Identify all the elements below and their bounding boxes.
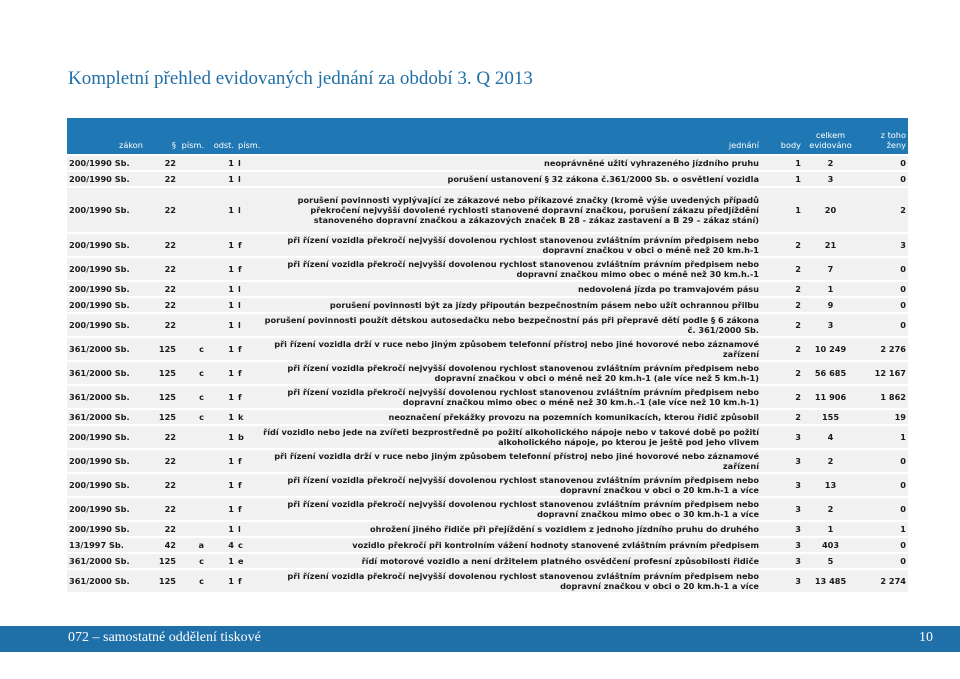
cell-zakon: 361/2000 Sb. bbox=[69, 576, 130, 586]
cell-paragraph: 22 bbox=[164, 284, 176, 294]
cell-zeny: 12 167 bbox=[874, 368, 906, 378]
cell-pism bbox=[178, 281, 206, 297]
table-row bbox=[67, 449, 908, 473]
header-celkem bbox=[803, 118, 858, 155]
cell-body: 3 bbox=[795, 556, 801, 566]
cell-paragraph: 125 bbox=[158, 556, 176, 566]
cell-pism bbox=[178, 233, 206, 257]
cell-celkem: 2 bbox=[827, 504, 834, 514]
cell-zakon: 361/2000 Sb. bbox=[69, 392, 130, 402]
cell-odst: 1 bbox=[228, 158, 234, 168]
table-row bbox=[67, 361, 908, 385]
cell-paragraph: 22 bbox=[164, 480, 176, 490]
cell-pism2: b bbox=[238, 432, 244, 442]
cell-paragraph: 22 bbox=[164, 524, 176, 534]
cell-zakon: 200/1990 Sb. bbox=[69, 480, 130, 490]
cell-body: 3 bbox=[795, 540, 801, 550]
cell-zeny: 0 bbox=[900, 174, 906, 184]
table-row bbox=[67, 521, 908, 537]
cell-zeny: 0 bbox=[900, 504, 906, 514]
cell-jednani: porušení povinnosti být za jízdy připoután bezpečnostním pásem nebo užít ochrannou přilbu bbox=[329, 300, 759, 310]
cell-jednani: porušení povinnosti použít dětskou autosedačku nebo bezpečnostní pás při přepravě dětí podle § 6 zákona č. 361/2000 Sb. bbox=[264, 315, 759, 335]
cell-odst: 1 bbox=[228, 456, 234, 466]
cell-jednani: při řízení vozidla překročí nejvyšší dovolenou rychlost stanovenou zvláštním právním předpisem nebo dopravní značkou v obci o méně než 20 km.h-1 (ale více než 5 km.h-1) bbox=[287, 363, 759, 383]
page-title: Kompletní přehled evidovaných jednání za období 3. Q 2013 bbox=[68, 68, 533, 89]
cell-zeny: 0 bbox=[900, 540, 906, 550]
cell-pism bbox=[178, 425, 206, 449]
cell-odst: 1 bbox=[228, 368, 234, 378]
table-row bbox=[67, 425, 908, 449]
cell-body: 3 bbox=[795, 524, 801, 534]
cell-celkem: 4 bbox=[827, 432, 834, 442]
cell-odst: 1 bbox=[228, 504, 234, 514]
cell-body: 3 bbox=[795, 504, 801, 514]
cell-zakon: 361/2000 Sb. bbox=[69, 344, 130, 354]
cell-body: 1 bbox=[795, 158, 801, 168]
cell-zakon: 200/1990 Sb. bbox=[69, 264, 130, 274]
table-row bbox=[67, 297, 908, 313]
cell-odst: 1 bbox=[228, 344, 234, 354]
header-paragraph: § bbox=[171, 140, 176, 150]
cell-odst: 1 bbox=[228, 392, 234, 402]
table-row bbox=[67, 281, 908, 297]
cell-zakon: 200/1990 Sb. bbox=[69, 300, 130, 310]
cell-pism2: c bbox=[238, 540, 243, 550]
cell-celkem: 3 bbox=[827, 320, 834, 330]
cell-body: 3 bbox=[795, 480, 801, 490]
cell-pism2: f bbox=[238, 392, 242, 402]
cell-odst: 1 bbox=[228, 524, 234, 534]
cell-zeny: 2 bbox=[900, 205, 906, 215]
cell-celkem: 7 bbox=[827, 264, 834, 274]
cell-pism bbox=[178, 187, 206, 233]
cell-zakon: 200/1990 Sb. bbox=[69, 158, 130, 168]
cell-jednani: při řízení vozidla překročí nejvyšší dovolenou rychlost stanovenou zvláštním právním předpisem nebo dopravní značkou v obci o méně než 20 km.h-1 bbox=[287, 235, 759, 255]
cell-zeny: 2 276 bbox=[880, 344, 906, 354]
cell-body: 2 bbox=[795, 284, 801, 294]
cell-jednani: porušení ustanovení § 32 zákona č.361/2000 Sb. o osvětlení vozidla bbox=[447, 174, 759, 184]
cell-pism bbox=[178, 297, 206, 313]
header-zakon: zákon bbox=[119, 140, 143, 150]
cell-zeny: 2 274 bbox=[880, 576, 906, 586]
cell-odst: 1 bbox=[228, 174, 234, 184]
cell-zakon: 200/1990 Sb. bbox=[69, 205, 130, 215]
cell-jednani: při řízení vozidla drží v ruce nebo jiným způsobem telefonní přístroj nebo jiné hovorové nebo záznamové zařízení bbox=[274, 451, 759, 471]
cell-pism bbox=[178, 257, 206, 281]
cell-jednani: porušení povinnosti vyplývající ze zákazové nebo příkazové značky (kromě výše uvedených případů překročení nejvyšší dovolené rychlosti stanovené dopravní značkou, porušení zákazu předjíždění stanoveného dopravní značkou a zákazových značek B 28 - zákaz zastavení a B 29 – zákaz stání) bbox=[297, 195, 759, 225]
table-row bbox=[67, 155, 908, 171]
records-table bbox=[67, 118, 908, 592]
table-header-row bbox=[67, 118, 908, 155]
table-row bbox=[67, 337, 908, 361]
cell-pism bbox=[178, 521, 206, 537]
cell-pism bbox=[178, 171, 206, 187]
cell-celkem: 56 685 bbox=[814, 368, 847, 378]
cell-pism2: f bbox=[238, 264, 242, 274]
cell-zakon: 200/1990 Sb. bbox=[69, 524, 130, 534]
page-number: 10 bbox=[919, 630, 933, 645]
cell-pism: c bbox=[199, 368, 204, 378]
cell-pism bbox=[178, 473, 206, 497]
cell-paragraph: 22 bbox=[164, 240, 176, 250]
footer-bar bbox=[0, 626, 960, 652]
header-zeny: z toho ženy bbox=[880, 130, 906, 150]
cell-pism bbox=[178, 155, 206, 171]
table-row bbox=[67, 409, 908, 425]
table-row bbox=[67, 553, 908, 569]
cell-celkem: 10 249 bbox=[814, 344, 847, 354]
cell-pism2: k bbox=[238, 412, 244, 422]
cell-odst: 1 bbox=[228, 576, 234, 586]
cell-zeny: 1 862 bbox=[880, 392, 906, 402]
cell-celkem: 9 bbox=[827, 300, 834, 310]
cell-jednani: řídí motorové vozidlo a není držitelem platného osvědčení profesní způsobilosti řidiče bbox=[361, 556, 759, 566]
cell-paragraph: 125 bbox=[158, 368, 176, 378]
cell-paragraph: 125 bbox=[158, 576, 176, 586]
cell-jednani: při řízení vozidla překročí nejvyšší dovolenou rychlost stanovenou zvláštním právním předpisem nebo dopravní značkou mimo obec o 30 km.h-1 a více bbox=[287, 499, 759, 519]
cell-odst: 1 bbox=[228, 320, 234, 330]
cell-pism2: f bbox=[238, 240, 242, 250]
cell-zakon: 200/1990 Sb. bbox=[69, 456, 130, 466]
cell-paragraph: 22 bbox=[164, 504, 176, 514]
cell-celkem: 5 bbox=[827, 556, 834, 566]
cell-jednani: řídí vozidlo nebo jede na zvířeti bezprostředně po požití alkoholického nápoje nebo v takové době po požití alkoholického nápoje, po kterou je ještě pod jeho vlivem bbox=[263, 427, 759, 447]
header-celkem-line2: evidováno bbox=[809, 140, 852, 150]
cell-zakon: 13/1997 Sb. bbox=[69, 540, 124, 550]
cell-paragraph: 22 bbox=[164, 432, 176, 442]
cell-odst: 1 bbox=[228, 284, 234, 294]
cell-odst: 1 bbox=[228, 264, 234, 274]
cell-pism: c bbox=[199, 576, 204, 586]
cell-pism2: e bbox=[238, 556, 244, 566]
cell-body: 1 bbox=[795, 174, 801, 184]
cell-zeny: 1 bbox=[900, 432, 906, 442]
cell-pism2: f bbox=[238, 480, 242, 490]
cell-odst: 1 bbox=[228, 300, 234, 310]
cell-jednani: při řízení vozidla drží v ruce nebo jiným způsobem telefonní přístroj nebo jiné hovorové nebo záznamové zařízení bbox=[274, 339, 759, 359]
header-pism: písm. bbox=[181, 140, 204, 150]
cell-zeny: 0 bbox=[900, 556, 906, 566]
cell-zeny: 3 bbox=[900, 240, 906, 250]
cell-zeny: 0 bbox=[900, 320, 906, 330]
cell-pism2: f bbox=[238, 344, 242, 354]
cell-odst: 1 bbox=[228, 205, 234, 215]
cell-pism: c bbox=[199, 556, 204, 566]
header-celkem-line1: celkem bbox=[815, 130, 846, 140]
cell-zakon: 361/2000 Sb. bbox=[69, 368, 130, 378]
cell-jednani: neoznačení překážky provozu na pozemních komunikacích, kterou řidič způsobil bbox=[388, 412, 759, 422]
cell-paragraph: 22 bbox=[164, 205, 176, 215]
table-row bbox=[67, 233, 908, 257]
cell-paragraph: 22 bbox=[164, 300, 176, 310]
cell-pism bbox=[178, 313, 206, 337]
cell-odst: 1 bbox=[228, 432, 234, 442]
cell-celkem: 13 485 bbox=[814, 576, 847, 586]
cell-pism: c bbox=[199, 412, 204, 422]
cell-celkem: 2 bbox=[827, 456, 834, 466]
cell-zeny: 0 bbox=[900, 264, 906, 274]
cell-paragraph: 125 bbox=[158, 392, 176, 402]
cell-zeny: 0 bbox=[900, 456, 906, 466]
cell-zakon: 200/1990 Sb. bbox=[69, 240, 130, 250]
cell-paragraph: 22 bbox=[164, 264, 176, 274]
cell-pism: c bbox=[199, 344, 204, 354]
cell-jednani: neoprávněné užití vyhrazeného jízdního pruhu bbox=[544, 158, 759, 168]
cell-jednani: při řízení vozidla překročí nejvyšší dovolenou rychlost stanovenou zvláštním právním předpisem nebo dopravní značkou mimo obec o méně než 30 km.h.-1 bbox=[287, 259, 759, 279]
cell-zakon: 200/1990 Sb. bbox=[69, 504, 130, 514]
cell-paragraph: 22 bbox=[164, 456, 176, 466]
cell-body: 3 bbox=[795, 576, 801, 586]
cell-celkem: 1 bbox=[827, 284, 834, 294]
cell-jednani: ohrožení jiného řidiče při přejíždění s vozidlem z jednoho jízdního pruhu do druhého bbox=[369, 524, 759, 534]
cell-jednani: při řízení vozidla překročí nejvyšší dovolenou rychlost stanovenou zvláštním právním předpisem nebo dopravní značkou v obci o 20 km.h-1 a více bbox=[287, 571, 759, 591]
cell-zeny: 0 bbox=[900, 158, 906, 168]
cell-pism2: f bbox=[238, 576, 242, 586]
table-row bbox=[67, 497, 908, 521]
cell-paragraph: 22 bbox=[164, 320, 176, 330]
table-row bbox=[67, 171, 908, 187]
cell-celkem: 11 906 bbox=[814, 392, 847, 402]
table-body bbox=[67, 155, 908, 592]
cell-pism: c bbox=[199, 392, 204, 402]
cell-zakon: 200/1990 Sb. bbox=[69, 432, 130, 442]
cell-body: 2 bbox=[795, 368, 801, 378]
cell-celkem: 20 bbox=[824, 205, 837, 215]
table-row bbox=[67, 385, 908, 409]
cell-celkem: 3 bbox=[827, 174, 834, 184]
cell-zakon: 361/2000 Sb. bbox=[69, 412, 130, 422]
header-pism2: písm. bbox=[238, 140, 261, 150]
cell-paragraph: 22 bbox=[164, 174, 176, 184]
table-row bbox=[67, 187, 908, 233]
cell-body: 2 bbox=[795, 412, 801, 422]
cell-body: 2 bbox=[795, 300, 801, 310]
cell-pism bbox=[178, 449, 206, 473]
cell-pism2: l bbox=[238, 524, 241, 534]
cell-body: 1 bbox=[795, 205, 801, 215]
table-row bbox=[67, 569, 908, 592]
cell-jednani: nedovolená jízda po tramvajovém pásu bbox=[577, 284, 759, 294]
table-row bbox=[67, 257, 908, 281]
header-jednani: jednání bbox=[728, 140, 759, 150]
cell-body: 2 bbox=[795, 392, 801, 402]
cell-paragraph: 125 bbox=[158, 344, 176, 354]
cell-celkem: 13 bbox=[824, 480, 837, 490]
cell-pism2: f bbox=[238, 504, 242, 514]
table-row bbox=[67, 313, 908, 337]
cell-zakon: 200/1990 Sb. bbox=[69, 320, 130, 330]
cell-zeny: 19 bbox=[894, 412, 906, 422]
cell-body: 2 bbox=[795, 264, 801, 274]
cell-body: 3 bbox=[795, 456, 801, 466]
cell-pism bbox=[178, 497, 206, 521]
cell-celkem: 21 bbox=[824, 240, 837, 250]
cell-pism2: l bbox=[238, 205, 241, 215]
cell-odst: 1 bbox=[228, 556, 234, 566]
cell-jednani: vozidlo překročí při kontrolním vážení hodnoty stanovené zvláštním právním předpisem bbox=[352, 540, 759, 550]
cell-pism2: l bbox=[238, 320, 241, 330]
cell-zeny: 0 bbox=[900, 284, 906, 294]
cell-pism2: l bbox=[238, 158, 241, 168]
cell-celkem: 155 bbox=[821, 412, 840, 422]
cell-zeny: 0 bbox=[900, 480, 906, 490]
cell-pism2: f bbox=[238, 456, 242, 466]
header-body: body bbox=[780, 140, 801, 150]
cell-paragraph: 42 bbox=[164, 540, 176, 550]
cell-zeny: 0 bbox=[900, 300, 906, 310]
cell-zakon: 361/2000 Sb. bbox=[69, 556, 130, 566]
header-odst: odst. bbox=[213, 140, 234, 150]
cell-body: 3 bbox=[795, 432, 801, 442]
cell-odst: 1 bbox=[228, 412, 234, 422]
cell-paragraph: 22 bbox=[164, 158, 176, 168]
cell-pism: a bbox=[198, 540, 204, 550]
cell-celkem: 2 bbox=[827, 158, 834, 168]
cell-odst: 1 bbox=[228, 240, 234, 250]
cell-odst: 1 bbox=[228, 480, 234, 490]
cell-celkem: 1 bbox=[827, 524, 834, 534]
cell-zakon: 200/1990 Sb. bbox=[69, 174, 130, 184]
cell-paragraph: 125 bbox=[158, 412, 176, 422]
table-row bbox=[67, 537, 908, 553]
table-row bbox=[67, 473, 908, 497]
cell-pism2: f bbox=[238, 368, 242, 378]
cell-jednani: při řízení vozidla překročí nejvyšší dovolenou rychlost stanovenou zvláštním právním předpisem nebo dopravní značkou v obci o 20 km.h-1 a více bbox=[287, 475, 759, 495]
cell-pism2: l bbox=[238, 284, 241, 294]
footer-department: 072 – samostatné oddělení tiskové bbox=[68, 630, 261, 645]
cell-celkem: 403 bbox=[821, 540, 840, 550]
cell-body: 2 bbox=[795, 240, 801, 250]
cell-jednani: při řízení vozidla překročí nejvyšší dovolenou rychlost stanovenou zvláštním právním předpisem nebo dopravní značkou mimo obec o méně než 30 km.h.-1 (ale více než 10 km.h-1) bbox=[287, 387, 759, 407]
cell-zakon: 200/1990 Sb. bbox=[69, 284, 130, 294]
cell-body: 2 bbox=[795, 344, 801, 354]
cell-zeny: 1 bbox=[900, 524, 906, 534]
cell-body: 2 bbox=[795, 320, 801, 330]
cell-odst: 4 bbox=[228, 540, 234, 550]
cell-pism2: l bbox=[238, 300, 241, 310]
cell-pism2: l bbox=[238, 174, 241, 184]
